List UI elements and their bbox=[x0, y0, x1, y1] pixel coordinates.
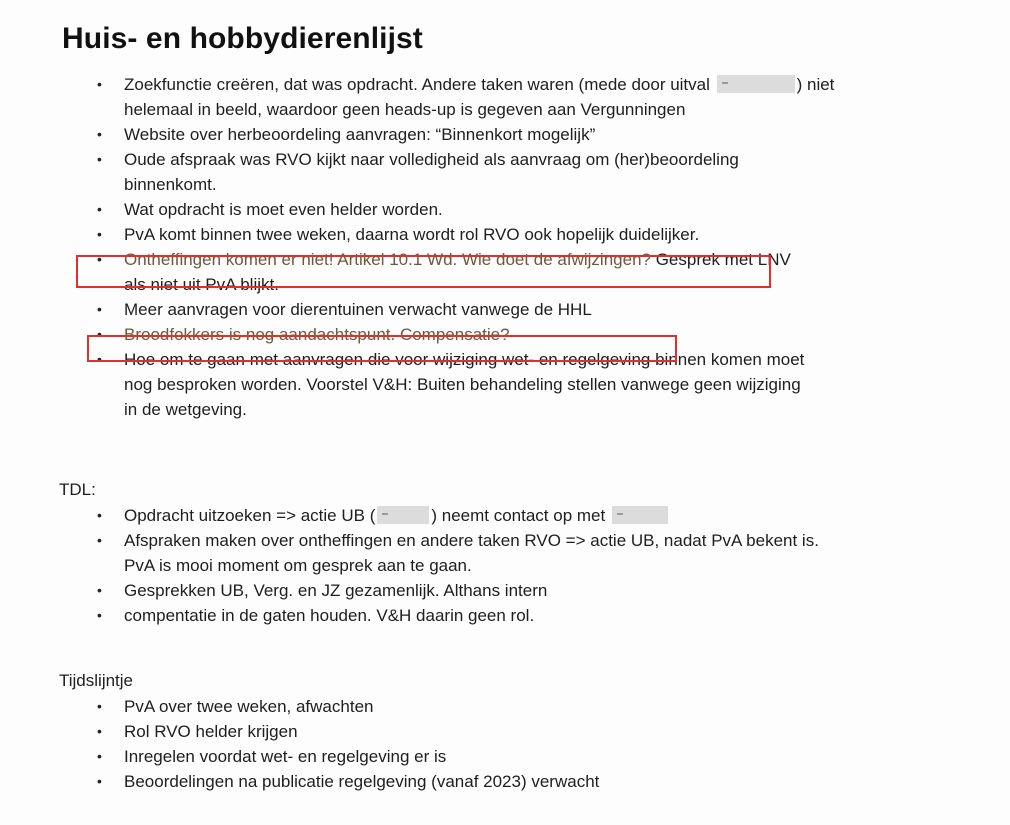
list-item: • Zoekfunctie creëren, dat was opdracht. Andere taken waren (mede door uitval ) niet helemaal in beeld, waardoor geen heads-up is gegeven aan Vergunningen bbox=[93, 72, 973, 122]
list-item: • Meer aanvragen voor dierentuinen verwacht vanwege de HHL bbox=[93, 297, 973, 322]
bullet-icon: • bbox=[97, 226, 102, 242]
section1-list bbox=[93, 72, 973, 422]
redacted-name bbox=[717, 75, 795, 93]
redacted-name bbox=[612, 506, 668, 524]
highlight-box-ontheffingen bbox=[76, 255, 771, 288]
bullet-icon: • bbox=[97, 126, 102, 142]
list-item: • Ontheffingen komen er niet! Artikel 10.1 Wd. Wie doet de afwijzingen? Gesprek met LNV als niet uit PvA blijkt. bbox=[93, 247, 973, 297]
list-item: • Rol RVO helder krijgen bbox=[93, 719, 973, 744]
list-item: • Beoordelingen na publicatie regelgeving (vanaf 2023) verwacht bbox=[93, 769, 973, 794]
tdl-list bbox=[93, 503, 993, 628]
bullet-icon: • bbox=[97, 326, 102, 342]
bullet-icon: • bbox=[97, 532, 102, 548]
timeline-label: Tijdslijntje bbox=[59, 671, 134, 690]
bullet-icon: • bbox=[97, 151, 102, 167]
bullet-icon: • bbox=[97, 582, 102, 598]
bullet-icon: • bbox=[97, 507, 102, 523]
highlighted-text: Broodfokkers is nog aandachtspunt. Compensatie? bbox=[124, 325, 510, 344]
list-item: • Afspraken maken over ontheffingen en andere taken RVO => actie UB, nadat PvA bekent is. PvA is mooi moment om gesprek aan te gaan. bbox=[93, 528, 993, 578]
list-item: • Hoe om te gaan met aanvragen die voor wijziging wet- en regelgeving binnen komen moet nog besproken worden. Voorstel V&H: Buiten behandeling stellen vanwege geen wijziging in de wetgeving. bbox=[93, 347, 973, 422]
bullet-icon: • bbox=[97, 773, 102, 789]
timeline-list bbox=[93, 694, 973, 794]
bullet-icon: • bbox=[97, 301, 102, 317]
bullet-icon: • bbox=[97, 351, 102, 367]
bullet-icon: • bbox=[97, 723, 102, 739]
redacted-name bbox=[377, 506, 429, 524]
highlight-box-broodfokkers bbox=[87, 335, 677, 362]
list-item: • Opdracht uitzoeken => actie UB ( ) neemt contact op met bbox=[93, 503, 993, 528]
tdl-label: TDL: bbox=[59, 480, 96, 499]
highlighted-text: Ontheffingen komen er niet! Artikel 10.1 Wd. Wie doet de afwijzingen? bbox=[124, 250, 651, 269]
bullet-icon: • bbox=[97, 698, 102, 714]
list-item: • Website over herbeoordeling aanvragen: “Binnenkort mogelijk” bbox=[93, 122, 973, 147]
list-item: • PvA over twee weken, afwachten bbox=[93, 694, 973, 719]
list-item: • Wat opdracht is moet even helder worden. bbox=[93, 197, 973, 222]
bullet-icon: • bbox=[97, 76, 102, 92]
bullet-icon: • bbox=[97, 748, 102, 764]
list-item: • Oude afspraak was RVO kijkt naar volledigheid als aanvraag om (her)beoordeling binnenkomt. bbox=[93, 147, 973, 197]
list-item: • PvA komt binnen twee weken, daarna wordt rol RVO ook hopelijk duidelijker. bbox=[93, 222, 973, 247]
bullet-icon: • bbox=[97, 251, 102, 267]
list-item: • compentatie in de gaten houden. V&H daarin geen rol. bbox=[93, 603, 993, 628]
page-title: Huis- en hobbydierenlijst bbox=[62, 22, 423, 55]
list-item: • Gesprekken UB, Verg. en JZ gezamenlijk. Althans intern bbox=[93, 578, 993, 603]
bullet-icon: • bbox=[97, 201, 102, 217]
list-item: • Inregelen voordat wet- en regelgeving er is bbox=[93, 744, 973, 769]
bullet-icon: • bbox=[97, 607, 102, 623]
